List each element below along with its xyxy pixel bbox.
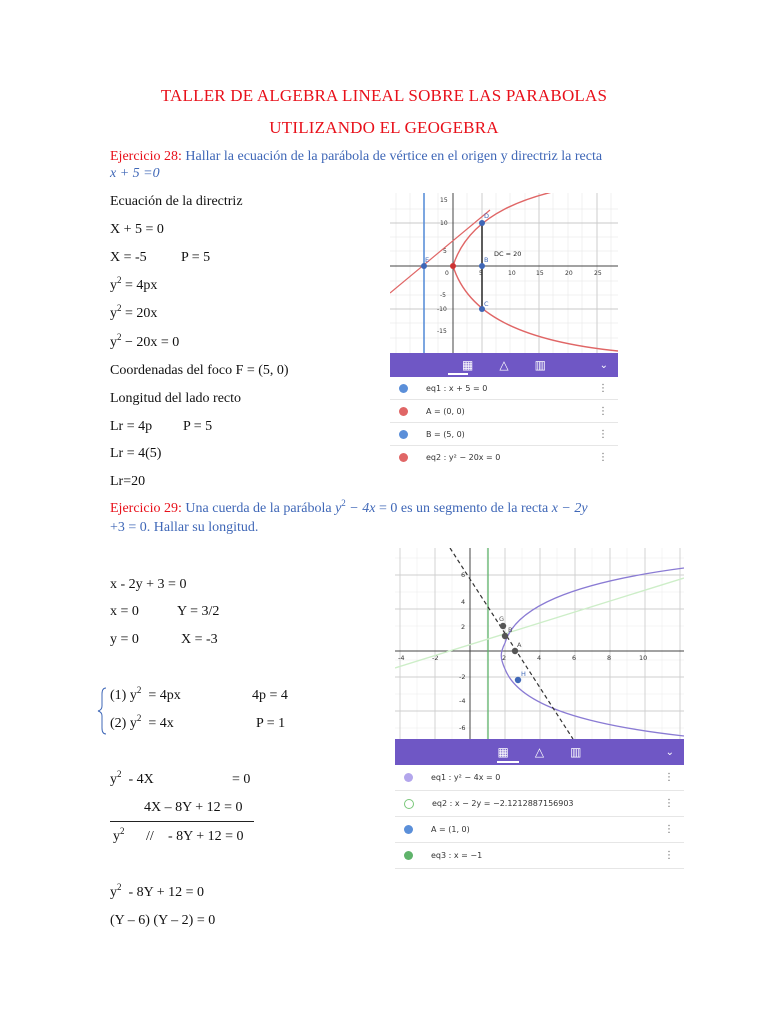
algebra-row[interactable] (395, 765, 684, 791)
ex29-step: (Y – 6) (Y – 2) = 0 (110, 913, 216, 928)
ex28-step: $y^2 = 20x$ (110, 303, 158, 321)
ex28-statement-text: Hallar la ecuación de la parábola de vértice en el origen y directriz la recta (185, 149, 603, 164)
more-options-icon[interactable]: ⋮ (598, 405, 608, 417)
visibility-dot[interactable] (399, 453, 408, 462)
axis-tick-label: 5 (479, 270, 483, 277)
algebra-text[interactable]: B = (5, 0) (426, 429, 465, 439)
axis-tick-label: 10 (508, 270, 516, 277)
ex28-step: Ecuación de la directriz (110, 194, 243, 209)
axis-tick-label: 2 (461, 623, 466, 631)
axis-tick-label: 15 (440, 197, 448, 204)
ex29-step: 4X – 8Y + 12 = 0 (144, 800, 243, 815)
geogebra-screenshot-1 (390, 193, 618, 463)
point-label: G (499, 615, 505, 623)
ex28-step: $y^2 - 20x = 0$ (110, 332, 180, 350)
ex29-step: x - 2y + 3 = 0 (110, 577, 187, 592)
ex28-step: Lr = 4(5) (110, 446, 162, 461)
subtraction-rule (110, 821, 254, 822)
point-label: C (484, 300, 489, 308)
ex28-label: Ejercicio 28: (110, 149, 182, 164)
ex29-step: // (146, 829, 154, 844)
point-label: B (484, 256, 489, 264)
axis-tick-label: -4 (398, 654, 405, 662)
axis-tick-label: 20 (565, 270, 573, 277)
algebra-row[interactable] (390, 400, 618, 423)
point-d (479, 220, 485, 226)
chevron-down-icon[interactable]: ⌄ (599, 359, 608, 371)
ex28-step: X = -5 (110, 250, 147, 265)
algebra-text[interactable]: eq1 : x + 5 = 0 (426, 383, 488, 393)
more-options-icon[interactable]: ⋮ (664, 850, 674, 861)
ex28-step: P = 5 (181, 250, 211, 265)
axis-tick-label: 15 (536, 270, 544, 277)
algebra-text[interactable]: eq2 : x − 2y = −2.1212887156903 (432, 799, 574, 808)
axis-tick-label: 2 (502, 654, 507, 662)
ex29-step: P = 1 (256, 716, 286, 731)
geogebra-screenshot-2 (395, 548, 684, 874)
ex29-step: X = -3 (181, 632, 218, 647)
ex29-step: - 8Y + 12 = 0 (168, 829, 244, 844)
visibility-dot[interactable] (404, 799, 414, 809)
algebra-row[interactable] (395, 817, 684, 843)
document-title-line1: TALLER DE ALGEBRA LINEAL SOBRE LAS PARABOLAS (160, 86, 608, 105)
axis-tick-label: 10 (639, 654, 648, 662)
document-title-line2: UTILIZANDO EL GEOGEBRA (269, 118, 499, 137)
chevron-down-icon[interactable]: ⌄ (665, 746, 674, 758)
point-g (500, 623, 506, 629)
point-label: D (484, 212, 490, 220)
ex29-step: $y^2 - 8Y + 12 = 0$ (110, 882, 205, 900)
ex29-step: = 0 (232, 772, 251, 787)
algebra-row[interactable] (390, 377, 618, 400)
ex28-step: X + 5 = 0 (110, 222, 164, 237)
axis-tick-label: 10 (440, 220, 448, 227)
axis-tick-label: -10 (437, 306, 447, 313)
more-options-icon[interactable]: ⋮ (664, 824, 674, 835)
axis-tick-label: -15 (437, 328, 447, 335)
point-label: E (425, 256, 430, 264)
ex29-step: $y^2$ (113, 826, 125, 844)
point-label: H (521, 670, 526, 678)
visibility-dot[interactable] (404, 851, 413, 860)
ex29-step: x = 0 (110, 604, 139, 619)
algebra-row[interactable] (395, 843, 684, 869)
geogebra-toolbar (390, 353, 618, 377)
axis-tick-label: -2 (432, 654, 439, 662)
geometry-tools-icon[interactable]: △ (534, 745, 545, 759)
ex28-step: Coordenadas del foco F = (5, 0) (110, 363, 289, 378)
dc-length-label: DC = 20 (494, 250, 522, 258)
ex29-step: Y = 3/2 (177, 604, 220, 619)
calculator-icon[interactable]: ▦ (497, 745, 509, 759)
axis-tick-label: 6 (572, 654, 577, 662)
geometry-tools-icon[interactable]: △ (499, 358, 509, 372)
axis-tick-label: 8 (607, 654, 612, 662)
table-icon[interactable]: ▥ (534, 358, 546, 372)
algebra-text[interactable]: A = (0, 0) (426, 406, 465, 416)
axis-tick-label: 4 (537, 654, 542, 662)
geogebra-toolbar (395, 739, 684, 765)
axis-tick-label: 25 (594, 270, 602, 277)
visibility-dot[interactable] (404, 825, 413, 834)
visibility-dot[interactable] (399, 384, 408, 393)
visibility-dot[interactable] (404, 773, 413, 782)
ex28-statement (110, 149, 602, 165)
ex29-statement-line2: +3 = 0. Hallar su longitud. (110, 520, 259, 535)
active-tab-underline (497, 761, 519, 763)
geogebra-graph-1 (390, 193, 618, 353)
more-options-icon[interactable]: ⋮ (664, 772, 674, 783)
ex28-step: P = 5 (183, 419, 213, 434)
visibility-dot[interactable] (399, 430, 408, 439)
algebra-row[interactable] (390, 446, 618, 468)
axis-tick-label: 6 (461, 571, 466, 579)
ex28-statement-line2: x + 5 =0 (110, 166, 160, 181)
algebra-text[interactable]: eq3 : x = −1 (431, 851, 483, 860)
axis-tick-label: -2 (459, 673, 466, 681)
ex29-step: 4p = 4 (252, 688, 288, 703)
active-tab-underline (448, 373, 468, 375)
ex29-step: (1) $y^2 = 4px$ (110, 685, 181, 703)
axis-tick-label: -5 (440, 292, 446, 299)
table-icon[interactable]: ▥ (570, 745, 582, 759)
algebra-row[interactable] (390, 423, 618, 446)
ex29-step: (2) $y^2 = 4x$ (110, 713, 174, 731)
algebra-text[interactable]: A = (1, 0) (431, 825, 470, 834)
ex29-statement: Ejercicio 29: Una cuerda de la parábola $y^2 - 4x = 0$ es un segmento de la recta x − 2y (110, 498, 588, 516)
system-brace (94, 686, 110, 736)
axis-tick-label: 4 (461, 598, 466, 606)
ex28-step: Lr = 4p (110, 419, 153, 434)
ex28-step: Lr=20 (110, 474, 146, 489)
calculator-icon[interactable]: ▦ (462, 358, 474, 372)
more-options-icon[interactable]: ⋮ (598, 451, 608, 463)
point-label: A (517, 641, 522, 649)
ex29-step: y = 0 (110, 632, 139, 647)
point-label: B (508, 626, 513, 634)
algebra-text[interactable]: eq1 : y² − 4x = 0 (431, 773, 501, 782)
axis-tick-label: -4 (459, 697, 466, 705)
more-options-icon[interactable]: ⋮ (598, 382, 608, 394)
ex29-label: Ejercicio 29: (110, 501, 182, 516)
visibility-dot[interactable] (399, 407, 408, 416)
algebra-row[interactable] (395, 791, 684, 817)
ex28-step: $y^2 = 4px$ (110, 275, 158, 293)
geogebra-graph-2 (395, 548, 684, 739)
algebra-text[interactable]: eq2 : y² − 20x = 0 (426, 452, 501, 462)
more-options-icon[interactable]: ⋮ (598, 428, 608, 440)
ex29-step: $y^2 - 4X$ (110, 769, 154, 787)
axis-tick-label: 5 (443, 248, 447, 255)
axis-tick-label: -6 (459, 724, 466, 732)
more-options-icon[interactable]: ⋮ (664, 798, 674, 809)
point-vertex (450, 263, 456, 269)
ex28-step: Longitud del lado recto (110, 391, 242, 406)
axis-tick-label: 0 (445, 270, 449, 277)
